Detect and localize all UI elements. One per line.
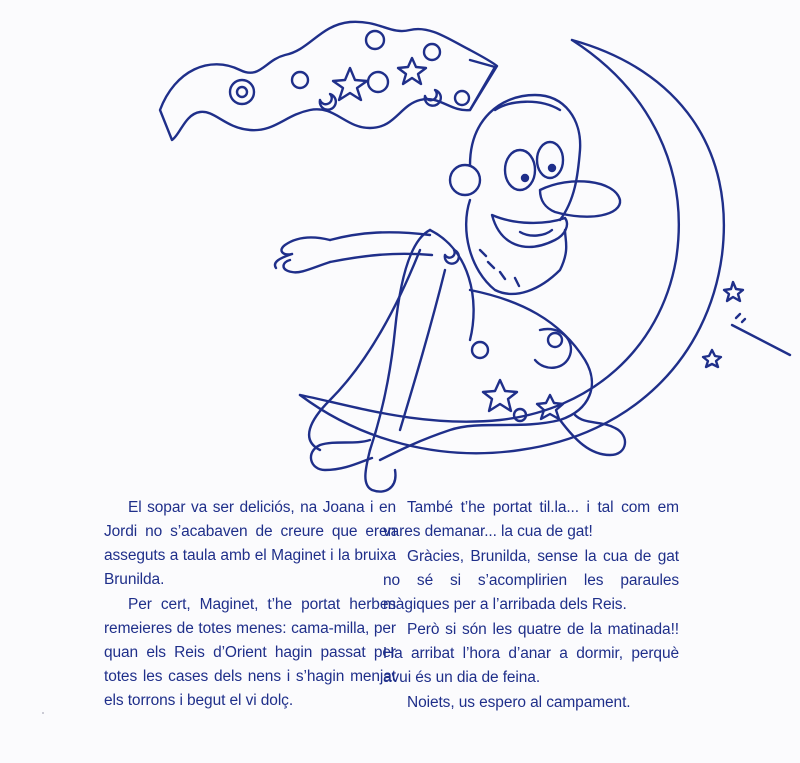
story-paragraph: El sopar va ser deliciós, na Joana i en Jordi no s’acabaven de creure que eren asseguts a taula amb el Maginet i la bruixa Brunilda. (104, 499, 396, 588)
wizard-arm (275, 232, 432, 272)
sparkle-stars (703, 282, 790, 367)
story-column-left (104, 496, 396, 714)
scan-speck (42, 712, 44, 714)
story-paragraph: Gràcies, Brunilda, sense la cua de gat no sé si s’acomplirien les paraules màgiques per a l’arribada dels Reis. (383, 548, 679, 613)
story-paragraph: També t’he portat til.la... i tal com em vares demanar... la cua de gat! (383, 499, 679, 540)
story-paragraph: Per cert, Maginet, t’he portat herbes remeieres de totes menes: cama-milla, per quan els Reis d’Orient hagin passat per totes les cases dels nens i s’hagin menjat els torrons i begut el vi dolç. (104, 596, 396, 709)
wizard-hat-icon (160, 22, 497, 140)
story-column-right (383, 496, 679, 716)
story-paragraph: Però si són les quatre de la matinada!! Ha arribat l’hora d’anar a dormir, perquè avui és un dia de feina. (383, 621, 679, 686)
story-paragraph: Noiets, us espero al campament. (407, 694, 631, 711)
wizard-head (450, 95, 620, 294)
